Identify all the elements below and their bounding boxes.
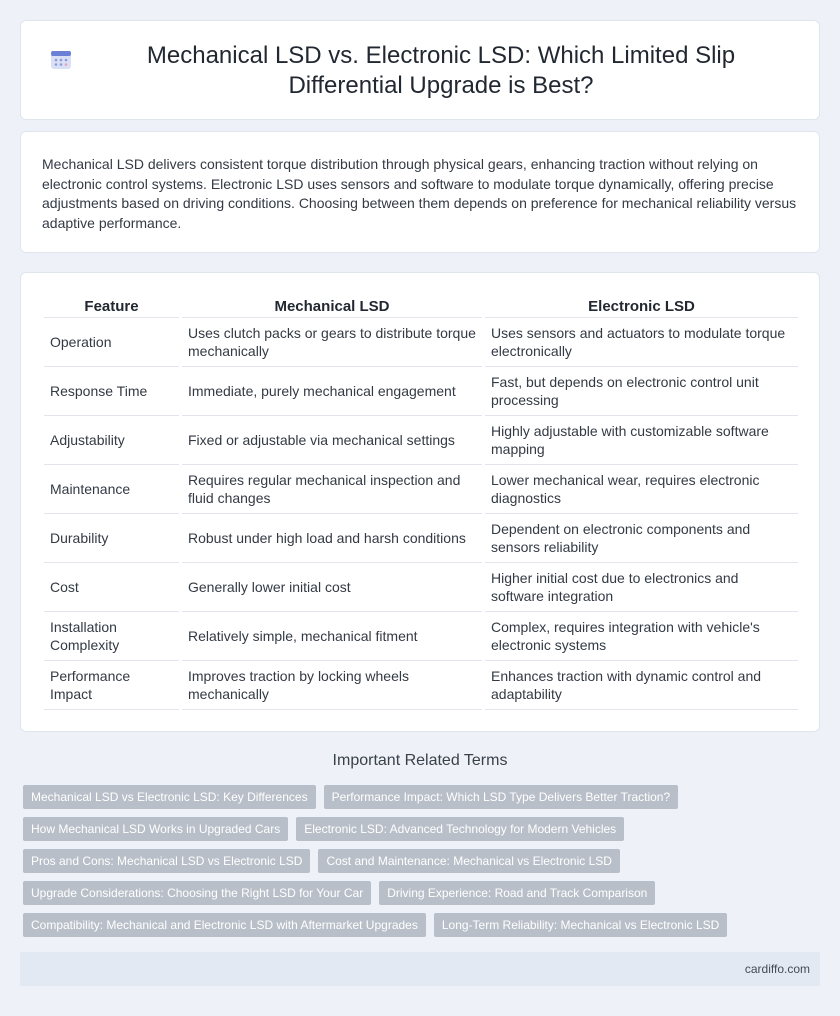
electronic-cell: Complex, requires integration with vehicle's electronic systems — [485, 612, 798, 661]
tag-row — [23, 913, 813, 937]
electronic-cell: Fast, but depends on electronic control unit processing — [485, 367, 798, 416]
related-terms-heading: Important Related Terms — [332, 752, 508, 769]
table-row — [44, 661, 798, 710]
related-term-tag[interactable]: Upgrade Considerations: Choosing the Right LSD for Your Car — [23, 881, 371, 905]
electronic-cell: Higher initial cost due to electronics and software integration — [485, 563, 798, 612]
mechanical-cell: Robust under high load and harsh conditions — [182, 514, 482, 563]
electronic-cell: Lower mechanical wear, requires electronic diagnostics — [485, 465, 798, 514]
related-term-tag[interactable]: Cost and Maintenance: Mechanical vs Electronic LSD — [318, 849, 619, 873]
tag-row — [23, 881, 813, 905]
mechanical-cell: Generally lower initial cost — [182, 563, 482, 612]
feature-cell: Durability — [44, 514, 179, 563]
table-row — [44, 367, 798, 416]
related-term-tag[interactable]: Long-Term Reliability: Mechanical vs Electronic LSD — [434, 913, 727, 937]
mechanical-cell: Requires regular mechanical inspection and fluid changes — [182, 465, 482, 514]
feature-cell: Operation — [44, 318, 179, 367]
comparison-table — [41, 296, 801, 710]
feature-cell: Installation Complexity — [44, 612, 179, 661]
table-row — [44, 416, 798, 465]
table-row — [44, 514, 798, 563]
electronic-cell: Uses sensors and actuators to modulate torque electronically — [485, 318, 798, 367]
feature-cell: Maintenance — [44, 465, 179, 514]
header-card — [20, 20, 820, 120]
table-row — [44, 318, 798, 367]
feature-cell: Cost — [44, 563, 179, 612]
mechanical-cell: Uses clutch packs or gears to distribute torque mechanically — [182, 318, 482, 367]
table-row — [44, 612, 798, 661]
electronic-cell: Highly adjustable with customizable software mapping — [485, 416, 798, 465]
related-term-tag[interactable]: Compatibility: Mechanical and Electronic LSD with Aftermarket Upgrades — [23, 913, 426, 937]
tag-row — [23, 849, 813, 873]
feature-cell: Response Time — [44, 367, 179, 416]
tag-row — [23, 817, 813, 841]
electronic-cell: Dependent on electronic components and sensors reliability — [485, 514, 798, 563]
related-term-tag[interactable]: Mechanical LSD vs Electronic LSD: Key Differences — [23, 785, 316, 809]
table-header-row — [44, 296, 798, 318]
related-term-tag[interactable]: Electronic LSD: Advanced Technology for Modern Vehicles — [296, 817, 624, 841]
tag-row — [23, 785, 813, 809]
footer-site-link[interactable]: cardiffo.com — [744, 962, 810, 976]
related-term-tag[interactable]: How Mechanical LSD Works in Upgraded Cars — [23, 817, 288, 841]
mechanical-cell: Improves traction by locking wheels mechanically — [182, 661, 482, 710]
mechanical-cell: Fixed or adjustable via mechanical settings — [182, 416, 482, 465]
intro-paragraph: Mechanical LSD delivers consistent torque distribution through physical gears, enhancing traction without relying on electronic control systems. Electronic LSD uses sensors and software to modulate torque dynamically, offering precise adjustments based on driving conditions. Choosing between them depends on preference for mechanical reliability versus adaptive performance. — [42, 156, 797, 231]
footer — [20, 952, 820, 986]
related-term-tag[interactable]: Pros and Cons: Mechanical LSD vs Electronic LSD — [23, 849, 310, 873]
intro-card — [20, 131, 820, 253]
feature-cell: Performance Impact — [44, 661, 179, 710]
mechanical-cell: Immediate, purely mechanical engagement — [182, 367, 482, 416]
header-mechanical-lsd: Mechanical LSD — [182, 296, 482, 318]
electronic-cell: Enhances traction with dynamic control and adaptability — [485, 661, 798, 710]
table-row — [44, 465, 798, 514]
page-title: Mechanical LSD vs. Electronic LSD: Which Limited Slip Differential Upgrade is Best? — [146, 42, 736, 99]
related-terms-list — [23, 785, 813, 945]
table-row — [44, 563, 798, 612]
mechanical-cell: Relatively simple, mechanical fitment — [182, 612, 482, 661]
feature-cell: Adjustability — [44, 416, 179, 465]
header-electronic-lsd: Electronic LSD — [485, 296, 798, 318]
header-feature: Feature — [44, 296, 179, 318]
related-term-tag[interactable]: Performance Impact: Which LSD Type Delivers Better Traction? — [324, 785, 679, 809]
related-term-tag[interactable]: Driving Experience: Road and Track Comparison — [379, 881, 655, 905]
comparison-table-card — [20, 272, 820, 732]
